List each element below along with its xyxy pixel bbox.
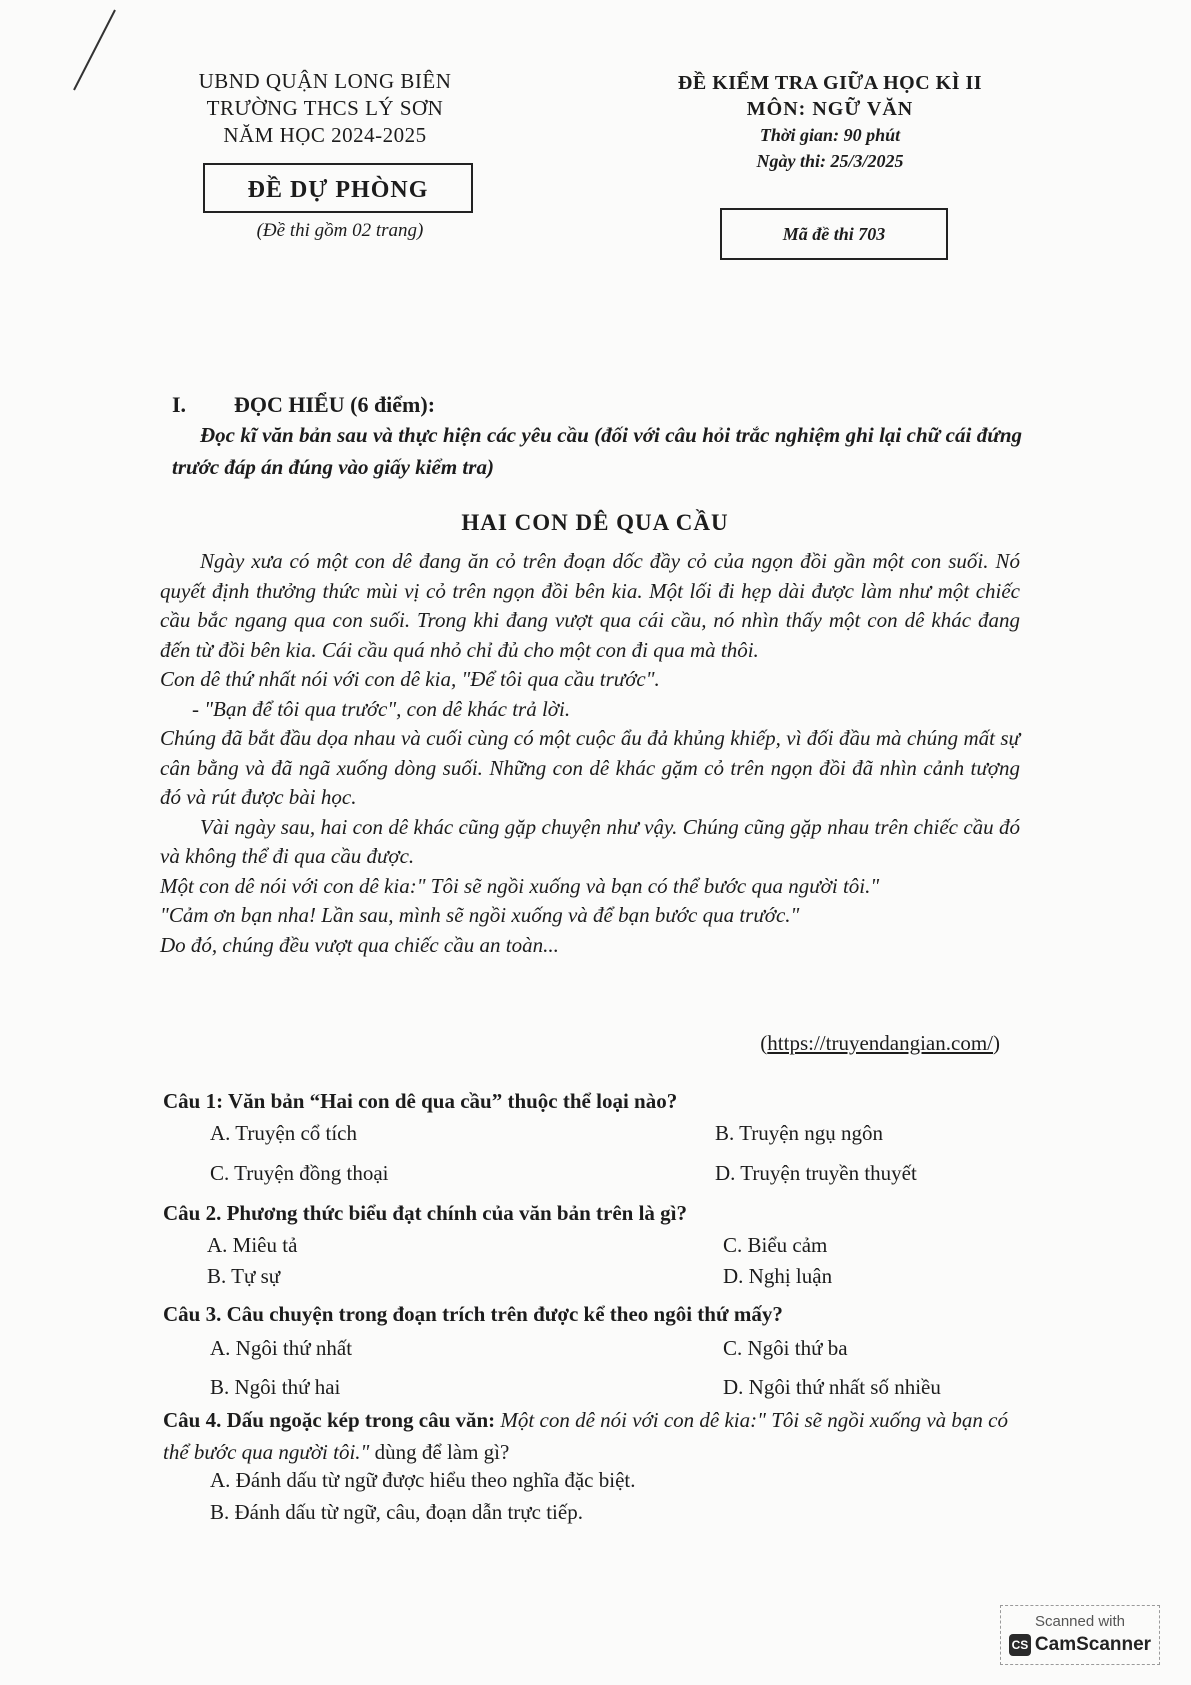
question-label: Câu 2. (163, 1201, 222, 1225)
question-tail: dùng để làm gì? (374, 1440, 510, 1464)
section-instruction: Đọc kĩ văn bản sau và thực hiện các yêu cầu (đối với câu hỏi trắc nghiệm ghi lại chữ cái đứng trước đáp án đúng vào giấy kiểm tra) (172, 423, 1022, 479)
story-paragraph: Do đó, chúng đều vượt qua chiếc cầu an toàn... (160, 932, 559, 957)
subject: MÔN: NGỮ VĂN (746, 98, 914, 120)
corner-fold-mark (70, 8, 120, 93)
source-paren-open: ( (760, 1031, 768, 1055)
story-paragraph: Vài ngày sau, hai con dê khác cũng gặp chuyện như vậy. Chúng cũng gặp nhau trên chiếc cầu đó và không thể đi qua cầu được. (160, 814, 1020, 868)
question-3-option: D. Ngôi thứ nhất số nhiều (723, 1375, 941, 1399)
source-paren-close: ) (993, 1031, 1000, 1055)
question-text: Văn bản “Hai con dê qua cầu” thuộc thể loại nào? (227, 1089, 678, 1113)
watermark-line2: CamScanner (1034, 1634, 1152, 1655)
watermark-line1: Scanned with (1034, 1613, 1126, 1630)
question-4-option: B. Đánh dấu từ ngữ, câu, đoạn dẫn trực tiếp. (210, 1500, 583, 1524)
story-source (700, 1031, 1000, 1056)
story-title: HAI CON DÊ QUA CẦU (461, 510, 729, 535)
question-text: Câu chuyện trong đoạn trích trên được kể theo ngôi thứ mấy? (226, 1302, 783, 1326)
exam-code-box: Mã đề thi 703 (720, 208, 948, 260)
question-1-option: C. Truyện đồng thoại (210, 1161, 389, 1185)
question-4 (163, 1404, 1013, 1468)
exam-date: Ngày thi: 25/3/2025 (756, 151, 904, 171)
question-3-option: C. Ngôi thứ ba (723, 1336, 848, 1360)
question-2-option: D. Nghị luận (723, 1264, 833, 1288)
question-1-option: B. Truyện ngụ ngôn (715, 1121, 884, 1145)
question-3-option: A. Ngôi thứ nhất (210, 1336, 353, 1360)
school-name: TRƯỜNG THCS LÝ SƠN (206, 96, 444, 120)
story-paragraph: Một con dê nói với con dê kia:" Tôi sẽ ngồi xuống và bạn có thể bước qua người tôi." (160, 873, 880, 898)
question-1-option: A. Truyện cổ tích (210, 1121, 357, 1145)
source-link[interactable]: https://truyendangian.com/ (767, 1031, 993, 1055)
section-heading: ĐỌC HIỂU (6 điểm): (234, 392, 436, 417)
camscanner-watermark (1000, 1605, 1160, 1665)
question-quote: Một con dê nói với con dê kia:" Tôi sẽ ngồi xuống và bạn có thể bước qua người tôi." (163, 1408, 1009, 1464)
question-2-option: C. Biểu cảm (723, 1233, 828, 1257)
question-text: Phương thức biểu đạt chính của văn bản trên là gì? (226, 1201, 688, 1225)
school-year: NĂM HỌC 2024-2025 (223, 123, 427, 147)
question-3-option: B. Ngôi thứ hai (210, 1375, 341, 1399)
question-2 (163, 1201, 1023, 1226)
header-right (630, 70, 1030, 174)
camscanner-logo-icon: CS (1009, 1634, 1031, 1656)
story-paragraph: Chúng đã bắt đầu dọa nhau và cuối cùng có một cuộc ẩu đả khủng khiếp, vì đối đầu mà chúng mất sự cân bằng và đã ngã xuống dòng suối. Những con dê khác gặm cỏ trên ngọn đồi đã nhìn cảnh tượng đó và rút được bài học. (160, 726, 1020, 809)
question-2-option: B. Tự sự (207, 1264, 281, 1288)
story-paragraph: Ngày xưa có một con dê đang ăn cỏ trên đoạn dốc đầy cỏ của ngọn đồi gần một con suối. Nó quyết định thưởng thức mùi vị cỏ trên ngọn đồi bên kia. Một lối đi hẹp dài được làm như một chiếc cầu bắc ngang qua con suối. Trong khi đang vượt qua cái cầu, nó nhìn thấy một con dê khác đang đến từ đồi bên kia. Cái cầu quá nhỏ chỉ đủ cho một con đi qua mà thôi. (160, 549, 1020, 662)
question-1 (163, 1089, 1023, 1114)
question-4-option: A. Đánh dấu từ ngữ được hiểu theo nghĩa đặc biệt. (210, 1468, 636, 1492)
question-label: Câu 4. (163, 1408, 222, 1432)
story-body (160, 547, 1020, 960)
question-2-option: A. Miêu tả (207, 1233, 298, 1257)
section-title (172, 392, 435, 418)
question-label: Câu 1: (163, 1089, 224, 1113)
question-label: Câu 3. (163, 1302, 222, 1326)
question-1-option: D. Truyện truyền thuyết (715, 1161, 917, 1185)
story-paragraph: Con dê thứ nhất nói với con dê kia, "Để tôi qua cầu trước". (160, 667, 660, 691)
section-number: I. (172, 392, 187, 417)
watermark-brand (1001, 1634, 1159, 1656)
district-name: UBND QUẬN LONG BIÊN (198, 69, 452, 93)
exam-title: ĐỀ KIỂM TRA GIỮA HỌC KÌ II (677, 72, 983, 94)
pages-note: (Đề thi gồm 02 trang) (256, 220, 424, 241)
header-left (150, 68, 500, 149)
backup-exam-box: ĐỀ DỰ PHÒNG (203, 163, 473, 213)
story-paragraph: "Cảm ơn bạn nha! Lần sau, mình sẽ ngồi xuống và để bạn bước qua trước." (160, 903, 800, 927)
question-3 (163, 1302, 1023, 1327)
question-text: Dấu ngoặc kép trong câu văn: (226, 1408, 496, 1432)
story-paragraph: - "Bạn để tôi qua trước", con dê khác trả lời. (192, 696, 571, 721)
duration: Thời gian: 90 phút (759, 125, 901, 145)
